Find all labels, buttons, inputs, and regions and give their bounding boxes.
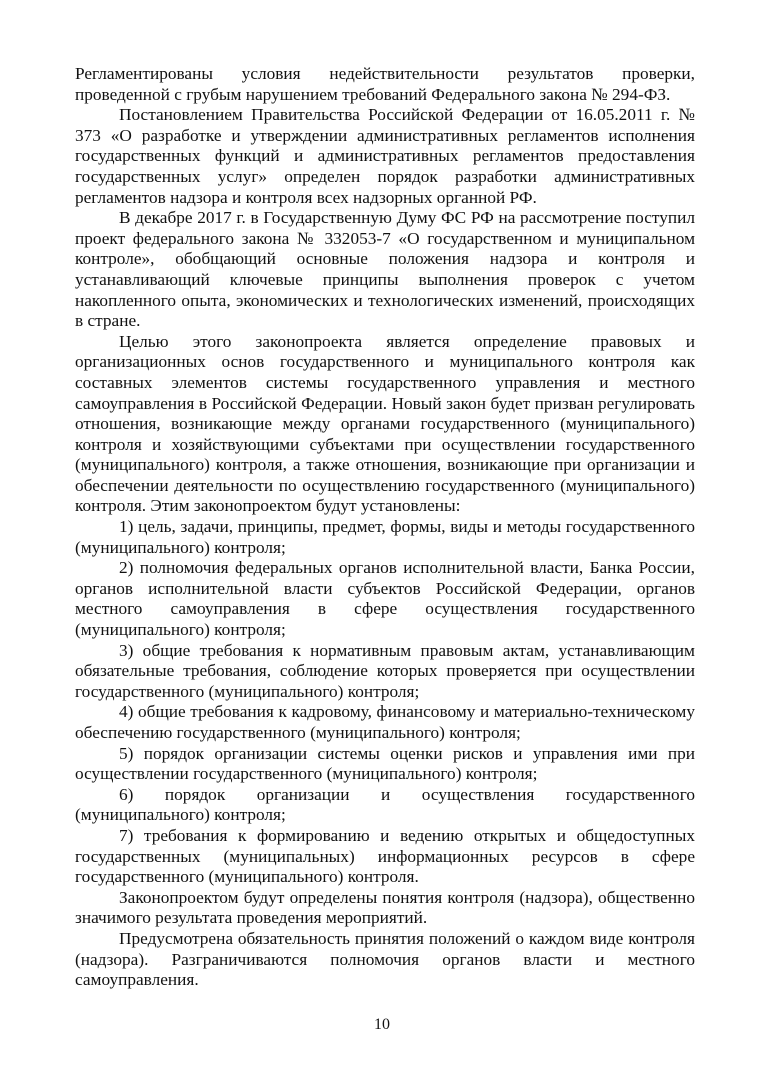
list-item-5: 5) порядок организации системы оценки рисков и управления ими при осуществлении государственного (муниципального) контроля; <box>75 743 695 784</box>
body-text <box>75 64 695 991</box>
list-item-7: 7) требования к формированию и ведению открытых и общедоступных государственных (муниципальных) информационных ресурсов в сфере государственного (муниципального) контроля. <box>75 825 695 887</box>
list-item-1: 1) цель, задачи, принципы, предмет, формы, виды и методы государственного (муниципального) контроля; <box>75 517 695 557</box>
paragraph-results-invalidity: Регламентированы условия недействительности результатов проверки, проведенной с грубым нарушением требований Федерального закона № 294-ФЗ. <box>75 64 695 104</box>
paragraph-government-resolution: Постановлением Правительства Российской Федерации от 16.05.2011 г. № 373 «О разработке и утверждении административных регламентов исполнения государственных функций и административных регламентов предоставления государственных услуг» определен порядок разработки административных регламентов надзора и контроля всех надзорных органной РФ. <box>75 105 695 207</box>
list-item-4: 4) общие требования к кадровому, финансовому и материально-техническому обеспечению государственного (муниципального) контроля; <box>75 702 695 742</box>
paragraph-definitions: Законопроектом будут определены понятия контроля (надзора), общественно значимого результата проведения мероприятий. <box>75 887 695 928</box>
list-item-6: 6) порядок организации и осуществления государственного (муниципального) контроля; <box>75 784 695 825</box>
paragraph-mandatory-provisions: Предусмотрена обязательность принятия положений о каждом виде контроля (надзора). Разграничиваются полномочия органов власти и местного самоуправления. <box>75 928 695 990</box>
page-number: 10 <box>374 1016 390 1033</box>
paragraph-draft-law: В декабре 2017 г. в Государственную Думу ФС РФ на рассмотрение поступил проект федерального закона № 332053-7 «О государственном и муниципальном контроле», обобщающий основные положения надзора и контроля и устанавливающий ключевые принципы выполнения проверок с учетом накопленного опыта, экономических и технологических изменений, происходящих в стране. <box>75 208 695 331</box>
list-item-2: 2) полномочия федеральных органов исполнительной власти, Банка России, органов исполнительной власти субъектов Российской Федерации, органов местного самоуправления в сфере осуществления государственного (муниципального) контроля; <box>75 558 695 640</box>
list-item-3: 3) общие требования к нормативным правовым актам, устанавливающим обязательные требования, соблюдение которых проверяется при осуществлении государственного (муниципального) контроля; <box>75 640 695 701</box>
paragraph-law-purpose: Целью этого законопроекта является определение правовых и организационных основ государственного и муниципального контроля как составных элементов системы государственного управления и местного самоуправления в Российской Федерации. Новый закон будет призван регулировать отношения, возникающие между органами государственного (муниципального) контроля и хозяйствующими субъектами при осуществлении государственного (муниципального) контроля, а также отношения, возникающие при организации и обеспечении деятельности по осуществлению государственного (муниципального) контроля. Этим законопроектом будут установлены: <box>75 331 695 516</box>
